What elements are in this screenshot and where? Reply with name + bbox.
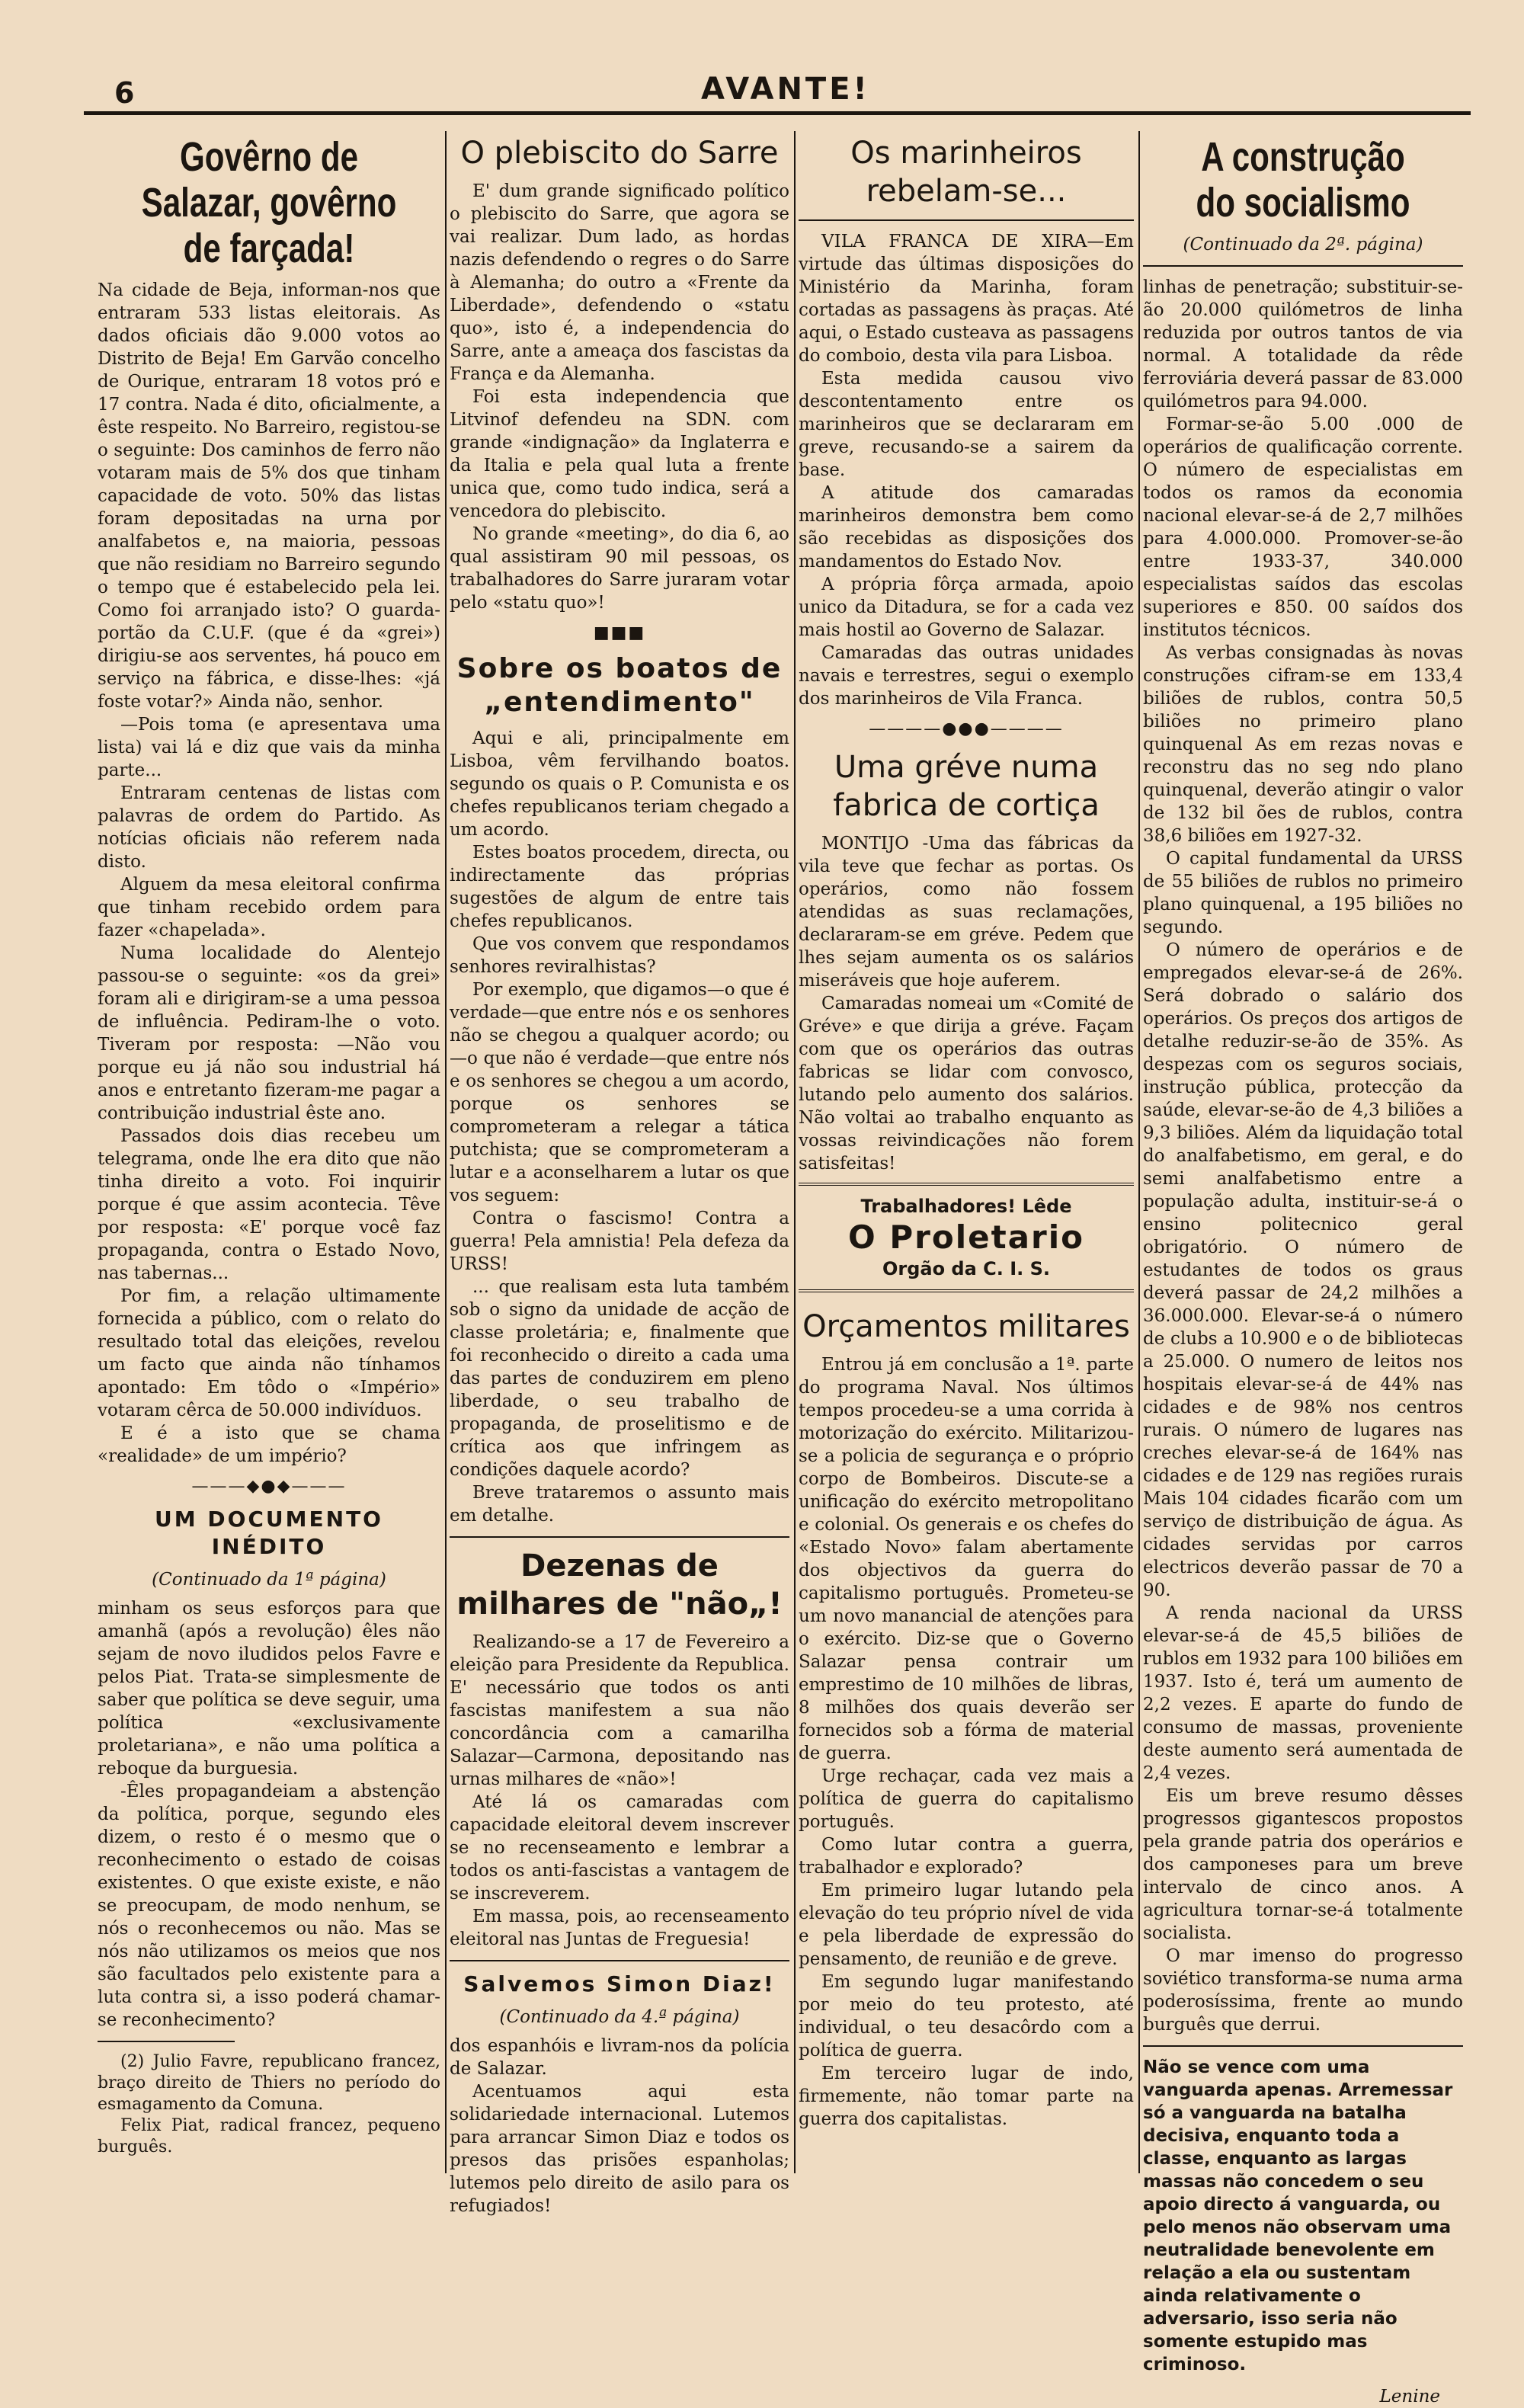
paragraph: Realizando-se a 17 de Fevereiro a eleição para Presidente da Republica. E' necessário que todos os anti fascistas manifestem a sua não concordância com a camarilha Salazar—Carmona, depositando nas urnas milhares de «não»!: [450, 1632, 789, 1789]
paragraph: Por fim, a relação ultimamente fornecida a público, com o relato do resultado total das eleições, revelou um facto que ainda não tínhamos apontado: Em tôdo o «Império» votaram cêrca de 50.000 indivíduos.: [98, 1286, 440, 1420]
column-divider: [445, 131, 447, 2173]
paragraph: Que vos convem que respondamos senhores reviralhistas?: [450, 934, 789, 977]
paragraph: Esta medida causou vivo descontentamento entre os marinheiros que se declararam em greve, recusando-se a sairem da base.: [799, 369, 1134, 480]
page-header: [91, 69, 1463, 110]
headline-greve: Uma gréve numa fabrica de cortiça: [833, 750, 1100, 823]
ad-title: O Proletario: [848, 1218, 1084, 1256]
paragraph: Aqui e ali, principalmente em Lisboa, vêm fervilhando boatos. segundo os quais o P. Comunista e os chefes republicanos teriam chegado a um acordo.: [450, 728, 789, 840]
ornament: ■■■: [593, 623, 646, 642]
paragraph: O mar imenso do progresso soviético transforma-se numa arma poderosíssima, frente ao mundo burguês que derrui.: [1143, 1946, 1463, 2035]
section-rule: [450, 1960, 789, 1961]
masthead: AVANTE!: [701, 72, 870, 107]
ornament: ———◆●◆———: [191, 1477, 347, 1496]
column-4: [1143, 131, 1463, 2406]
continuation-note: (Continuado da 1ª página): [152, 1570, 386, 1590]
quote-author: Lenine: [1379, 2387, 1440, 2406]
header-rule: [84, 111, 1471, 115]
page-number: 6: [114, 76, 135, 110]
paragraph: Alguem da mesa eleitoral confirma que tinham recebido ordem para fazer «chapelada».: [98, 875, 440, 940]
ad-line: Trabalhadores! Lêde: [860, 1196, 1072, 1217]
paragraph: A renda nacional da URSS elevar-se-á de 45,5 biliões de rublos em 1932 para 100 biliões em 1937. Isto é, terá um aumento de 2,2 vezes. E aparte do fundo de consumo de massas, proveniente deste aumento será aumentada de 2,4 vezes.: [1143, 1603, 1463, 1783]
paragraph: Na cidade de Beja, informan-nos que entraram 533 listas eleitorais. As dados oficiais dão 9.000 votos ao Distrito de Beja! Em Garvão concelho de Ourique, entraram 18 votos pró e 17 contra. Nada é dito, oficialmente, a êste respeito. No Barreiro, registou-se o seguinte: Dos caminhos de ferro não votaram mais de 5% dos que tinham capacidade de voto. 50% das listas foram depositadas na urna por analfabetos e, na maioria, pessoas que não residiam no Barreiro segundo o tempo que é estabelecido pela lei. Como foi arranjado isto? O guarda-portão da C.U.F. (que é da «grei») dirigiu-se aos serventes, há pouco em serviço na fábrica, e disse-lhes: «já foste votar?» Ainda não, senhor.: [98, 280, 440, 712]
headline-salazar: Govêrno de Salazar, govêrno de farçada!: [141, 134, 397, 271]
paragraph: A atitude dos camaradas marinheiros demonstra bem como são recebidas as disposições dos mandamentos do Estado Nov.: [799, 483, 1134, 572]
paragraph: MONTIJO -Uma das fábricas da vila teve que fechar as portas. Os operários, como não fossem atendidas as suas reclamações, declararam-se em gréve. Pedem que lhes sejam aumenta os os salários miseráveis que hoje auferem.: [799, 834, 1134, 991]
paragraph: E é a isto que se chama «realidade» de um império?: [98, 1423, 440, 1466]
paragraph: Entrou já em conclusão a 1ª. parte do programa Naval. Nos últimos tempos procedeu-se a uma corrida à motorização do exército. Militarizou-se a policia de segurança e o próprio corpo de Bombeiros. Discute-se a unificação do exército metropolitano e colonial. Os generais e os chefes do «Estado Novo» falam abertamente dos objectivos da guerra do capitalismo português. Prometeu-se um novo manancial de atenções para o exército. Diz-se que o Governo Salazar pensa contrair um emprestimo de 10 milhões de libras, 8 milhões dos quais deverão ser fornecidos sob a fórma de material de guerra.: [799, 1355, 1134, 1763]
paragraph: Numa localidade do Alentejo passou-se o seguinte: «os da grei» foram ali e dirigiram-se a uma pessoa de influência. Pediram-lhe o voto. Tiveram por resposta: —Não vou porque eu já não sou industrial há anos e entretanto fizeram-me pagar a contribuição industrial êste ano.: [98, 943, 440, 1123]
section-rule: [1143, 265, 1463, 267]
paragraph: Acentuamos aqui esta solidariedade internacional. Lutemos para arrancar Simon Diaz e todos os presos das prisões espanholas; lutemos pelo direito de asilo para os refugiados!: [450, 2082, 789, 2216]
paragraph: Em terceiro lugar de indo, firmemente, não tomar parte na guerra dos capitalistas.: [799, 2064, 1134, 2129]
paragraph: dos espanhóis e livram-nos da polícia de Salazar.: [450, 2036, 789, 2079]
section-rule: [799, 219, 1134, 221]
column-divider: [794, 131, 796, 2173]
paragraph: E' dum grande significado político o plebiscito do Sarre, que agora se vai realizar. Dum lado, as hordas nazis defendendo o regres o do Sarre à Alemanha; do outro a «Frente da Liberdade», defendendo o «statu quo», isto é, a independencia do Sarre, ante a ameaça dos fascistas da França e da Alemanha.: [450, 181, 789, 384]
paragraph: No grande «meeting», do dia 6, ao qual assistiram 90 mil pessoas, os trabalhadores do Sarre juraram votar pelo «statu quo»!: [450, 524, 789, 613]
paragraph: Passados dois dias recebeu um telegrama, onde lhe era dito que não tinha direito a voto. Foi inquirir porque é que assim acontecia. Têve por resposta: «E' porque você faz propaganda, contra o Estado Novo, nas tabernas...: [98, 1126, 440, 1283]
headline-sarre: O plebiscito do Sarre: [460, 136, 779, 171]
paragraph: —Pois toma (e apresentava uma lista) vai lá e diz que vais da minha parte...: [98, 715, 440, 780]
paragraph: VILA FRANCA DE XIRA—Em virtude das últimas disposições do Ministério da Marinha, foram cortadas as passagens às praças. Até aqui, o Estado custeava as passagens do comboio, desta vila para Lisboa.: [799, 232, 1134, 366]
paragraph: Entraram centenas de listas com palavras de ordem do Partido. As notícias oficiais não referem nada disto.: [98, 783, 440, 872]
column-2: [450, 131, 789, 2216]
paragraph: Foi esta independencia que Litvinof defendeu na SDN. com grande «indignação» da Inglaterra e da Italia e pela qual luta a frente unica que, como tudo indica, será a vencedora do plebiscito.: [450, 387, 789, 521]
section-rule: [450, 1536, 789, 1538]
footnote: (2) Julio Favre, republicano francez, braço direito de Thiers no período do esmagamento da Comuna.: [98, 2052, 440, 2114]
continuation-note: (Continuado da 2ª. página): [1183, 235, 1423, 255]
headline-documento: UM DOCUMENTO INÉDITO: [154, 1507, 383, 1559]
paragraph: Camaradas das outras unidades navais e terrestres, segui o exemplo dos marinheiros de Vila Franca.: [799, 643, 1134, 709]
headline-dezenas: Dezenas de milhares de "não„!: [456, 1548, 783, 1622]
paragraph: -Êles propagandeiam a abstenção da política, porque, segundo eles dizem, o resto é o mesmo que o reconhecimento o estado de coisas existentes. O que existe existe, e não se preocupam, de modo nenhum, se nós o reconhecemos ou não. Mas se nós não utilizamos os meios que nos são facultados pelo existente para a luta contra si, a isso poderá chamar-se reconhecimento?: [98, 1782, 440, 2030]
paragraph: Urge rechaçar, cada vez mais a política de guerra do capitalismo português.: [799, 1766, 1134, 1832]
paragraph: Até lá os camaradas com capacidade eleitoral devem inscrever se no recenseamento e lembrar a todos os anti-fascistas a vantagem de se inscreverem.: [450, 1792, 789, 1904]
paragraph: Em primeiro lugar lutando pela elevação do teu próprio nível de vida e pela liberdade de expressão do pensamento, de reunião e de greve.: [799, 1881, 1134, 1969]
paragraph: Como lutar contra a guerra, trabalhador e explorado?: [799, 1835, 1134, 1878]
paragraph: Em segundo lugar manifestando por meio do teu protesto, até individual, o teu desacôrdo com a política de guerra.: [799, 1972, 1134, 2061]
headline-orcamentos: Orçamentos militares: [802, 1309, 1130, 1344]
paragraph: ... que realisam esta luta também sob o signo da unidade de acção de classe proletária; e, finalmente que foi reconhecido o direito a cada uma das partes de conduzirem em pleno liberdade, o seu trabalho de propaganda, de proselitismo e de crítica aos que infringem as condições daquele acordo?: [450, 1277, 789, 1480]
headline-simon-diaz: Salvemos Simon Diaz!: [463, 1971, 776, 1997]
section-rule: [1143, 2045, 1463, 2047]
continuation-note: (Continuado da 4.ª página): [499, 2007, 740, 2027]
paragraph: Formar-se-ão 5.00 .000 de operários de qualificação corrente. O número de especialistas em todos os ramos da economia nacional elevar-se-á de 2,7 milhões para 4.000.000. Promover-se-ão entre 1933-37, 340.000 especialistas saídos das escolas superiores e 850. 00 saídos dos institutos técnicos.: [1143, 415, 1463, 640]
headline-marinheiros: Os marinheiros rebelam-se...: [850, 136, 1082, 209]
paragraph: As verbas consignadas às novas construções cifram-se em 133,4 biliões de rublos, contra 50,5 biliões no primeiro plano quinquenal As em rezas novas e reconstru das no seg ndo plano quinquenal, deverão atingir o valor de 132 bil ões de rublos, contra 38,6 biliões em 1927-32.: [1143, 643, 1463, 846]
paragraph: A própria fôrça armada, apoio unico da Ditadura, se for a cada vez mais hostil ao Governo de Salazar.: [799, 575, 1134, 640]
footnote: Felix Piat, radical francez, pequeno burguês.: [98, 2116, 440, 2157]
paragraph: minham os seus esforços para que amanhã (após a revolução) êles não sejam de novo iludidos pelos Favre e pelos Piat. Trata-se simplesmente de saber que política se deve seguir, uma política «exclusivamente proletariana», e não uma política a reboque da burguesia.: [98, 1599, 440, 1779]
column-divider: [1138, 131, 1140, 2173]
paragraph: O número de operários e de empregados elevar-se-á de 26%. Será dobrado o salário dos operários. Os preços dos artigos de detalhe reduzir-se-ão de 35%. As despezas com os seguros sociais, instrução pública, protecção da saúde, elevar-se-ão de 4,3 biliões a 9,3 biliões. Além da liquidação total do analfabetismo, em geral, e do semi analfabetismo entre a população adulta, instituir-se-á o ensino politecnico geral obrigatório. O número de estudantes de todos os graus deverá passar de 24,2 milhões a 36.000.000. Elevar-se-á o número de clubs a 10.900 e o de bibliotecas a 25.000. O numero de leitos nos hospitais elevar-se-á de 44% nas cidades e de 98% nos centros rurais. O número de lugares nas creches elevar-se-á de 164% nas cidades e de 129 nas regiões rurais Mais 104 cidades ficarão com um serviço de distribuição de água. As cidades servidas por carros electricos deverão passar de 70 a 90.: [1143, 940, 1463, 1600]
lenin-quote: Não se vence com uma vanguarda apenas. Arremessar só a vanguarda na batalha decisiva, enquanto toda a classe, enquanto as largas massas não concedem o seu apoio directo á vanguarda, ou pelo menos não observam uma neutralidade benevolente em relação a ela ou sustentam ainda relativamente o adversario, isso seria não somente estupido mas criminoso.: [1143, 2057, 1453, 2374]
headline-boatos: Sobre os boatos de „entendimento": [456, 653, 783, 718]
proletario-ad-box: [799, 1183, 1134, 1292]
footnote-rule: [98, 2041, 235, 2042]
paragraph: Camaradas nomeai um «Comité de Gréve» e que dirija a gréve. Façam com que os operários das outras fabricas se lidar com convosco, lutando pelo aumento dos salários. Não voltai ao trabalho enquanto as vossas reivindicações não forem satisfeitas!: [799, 994, 1134, 1174]
paragraph: Contra o fascismo! Contra a guerra! Pela amnistia! Pela defeza da URSS!: [450, 1209, 789, 1274]
headline-socialismo: A construção do socialismo: [1196, 134, 1410, 226]
ornament: ————●●●————: [869, 719, 1064, 738]
column-3: [799, 131, 1134, 2204]
paragraph: O capital fundamental da URSS de 55 biliões de rublos no primeiro plano quinquenal, a 195 biliões no segundo.: [1143, 849, 1463, 937]
paragraph: Em massa, pois, ao recenseamento eleitoral nas Juntas de Freguesia!: [450, 1907, 789, 1949]
ad-line: Orgão da C. I. S.: [882, 1258, 1051, 1279]
paragraph: Por exemplo, que digamos—o que é verdade—que entre nós e os senhores não se chegou a qualquer acordo; ou—o que não é verdade—que entre nós e os senhores se chegou a um acordo, porque os senhores se comprometeram a relegar a tática putchista; que se comprometeram a lutar e a aconselharem a lutar os que vos seguem:: [450, 980, 789, 1206]
column-1: [98, 131, 440, 2204]
paragraph: Estes boatos procedem, directa, ou indirectamente das próprias sugestões de algum de entre tais chefes republicanos.: [450, 843, 789, 931]
paragraph: Breve trataremos o assunto mais em detalhe.: [450, 1483, 789, 1526]
paragraph: Eis um breve resumo dêsses progressos gigantescos propostos pela grande patria dos operários e dos camponeses para um breve intervalo de cinco anos. A agricultura tornar-se-á totalmente socialista.: [1143, 1786, 1463, 1943]
paragraph: linhas de penetração; substituir-se-ão 20.000 quilómetros de linha reduzida por outros tantos de via normal. A totalidade da rêde ferroviária deverá passar de 83.000 quilómetros para 94.000.: [1143, 277, 1463, 411]
